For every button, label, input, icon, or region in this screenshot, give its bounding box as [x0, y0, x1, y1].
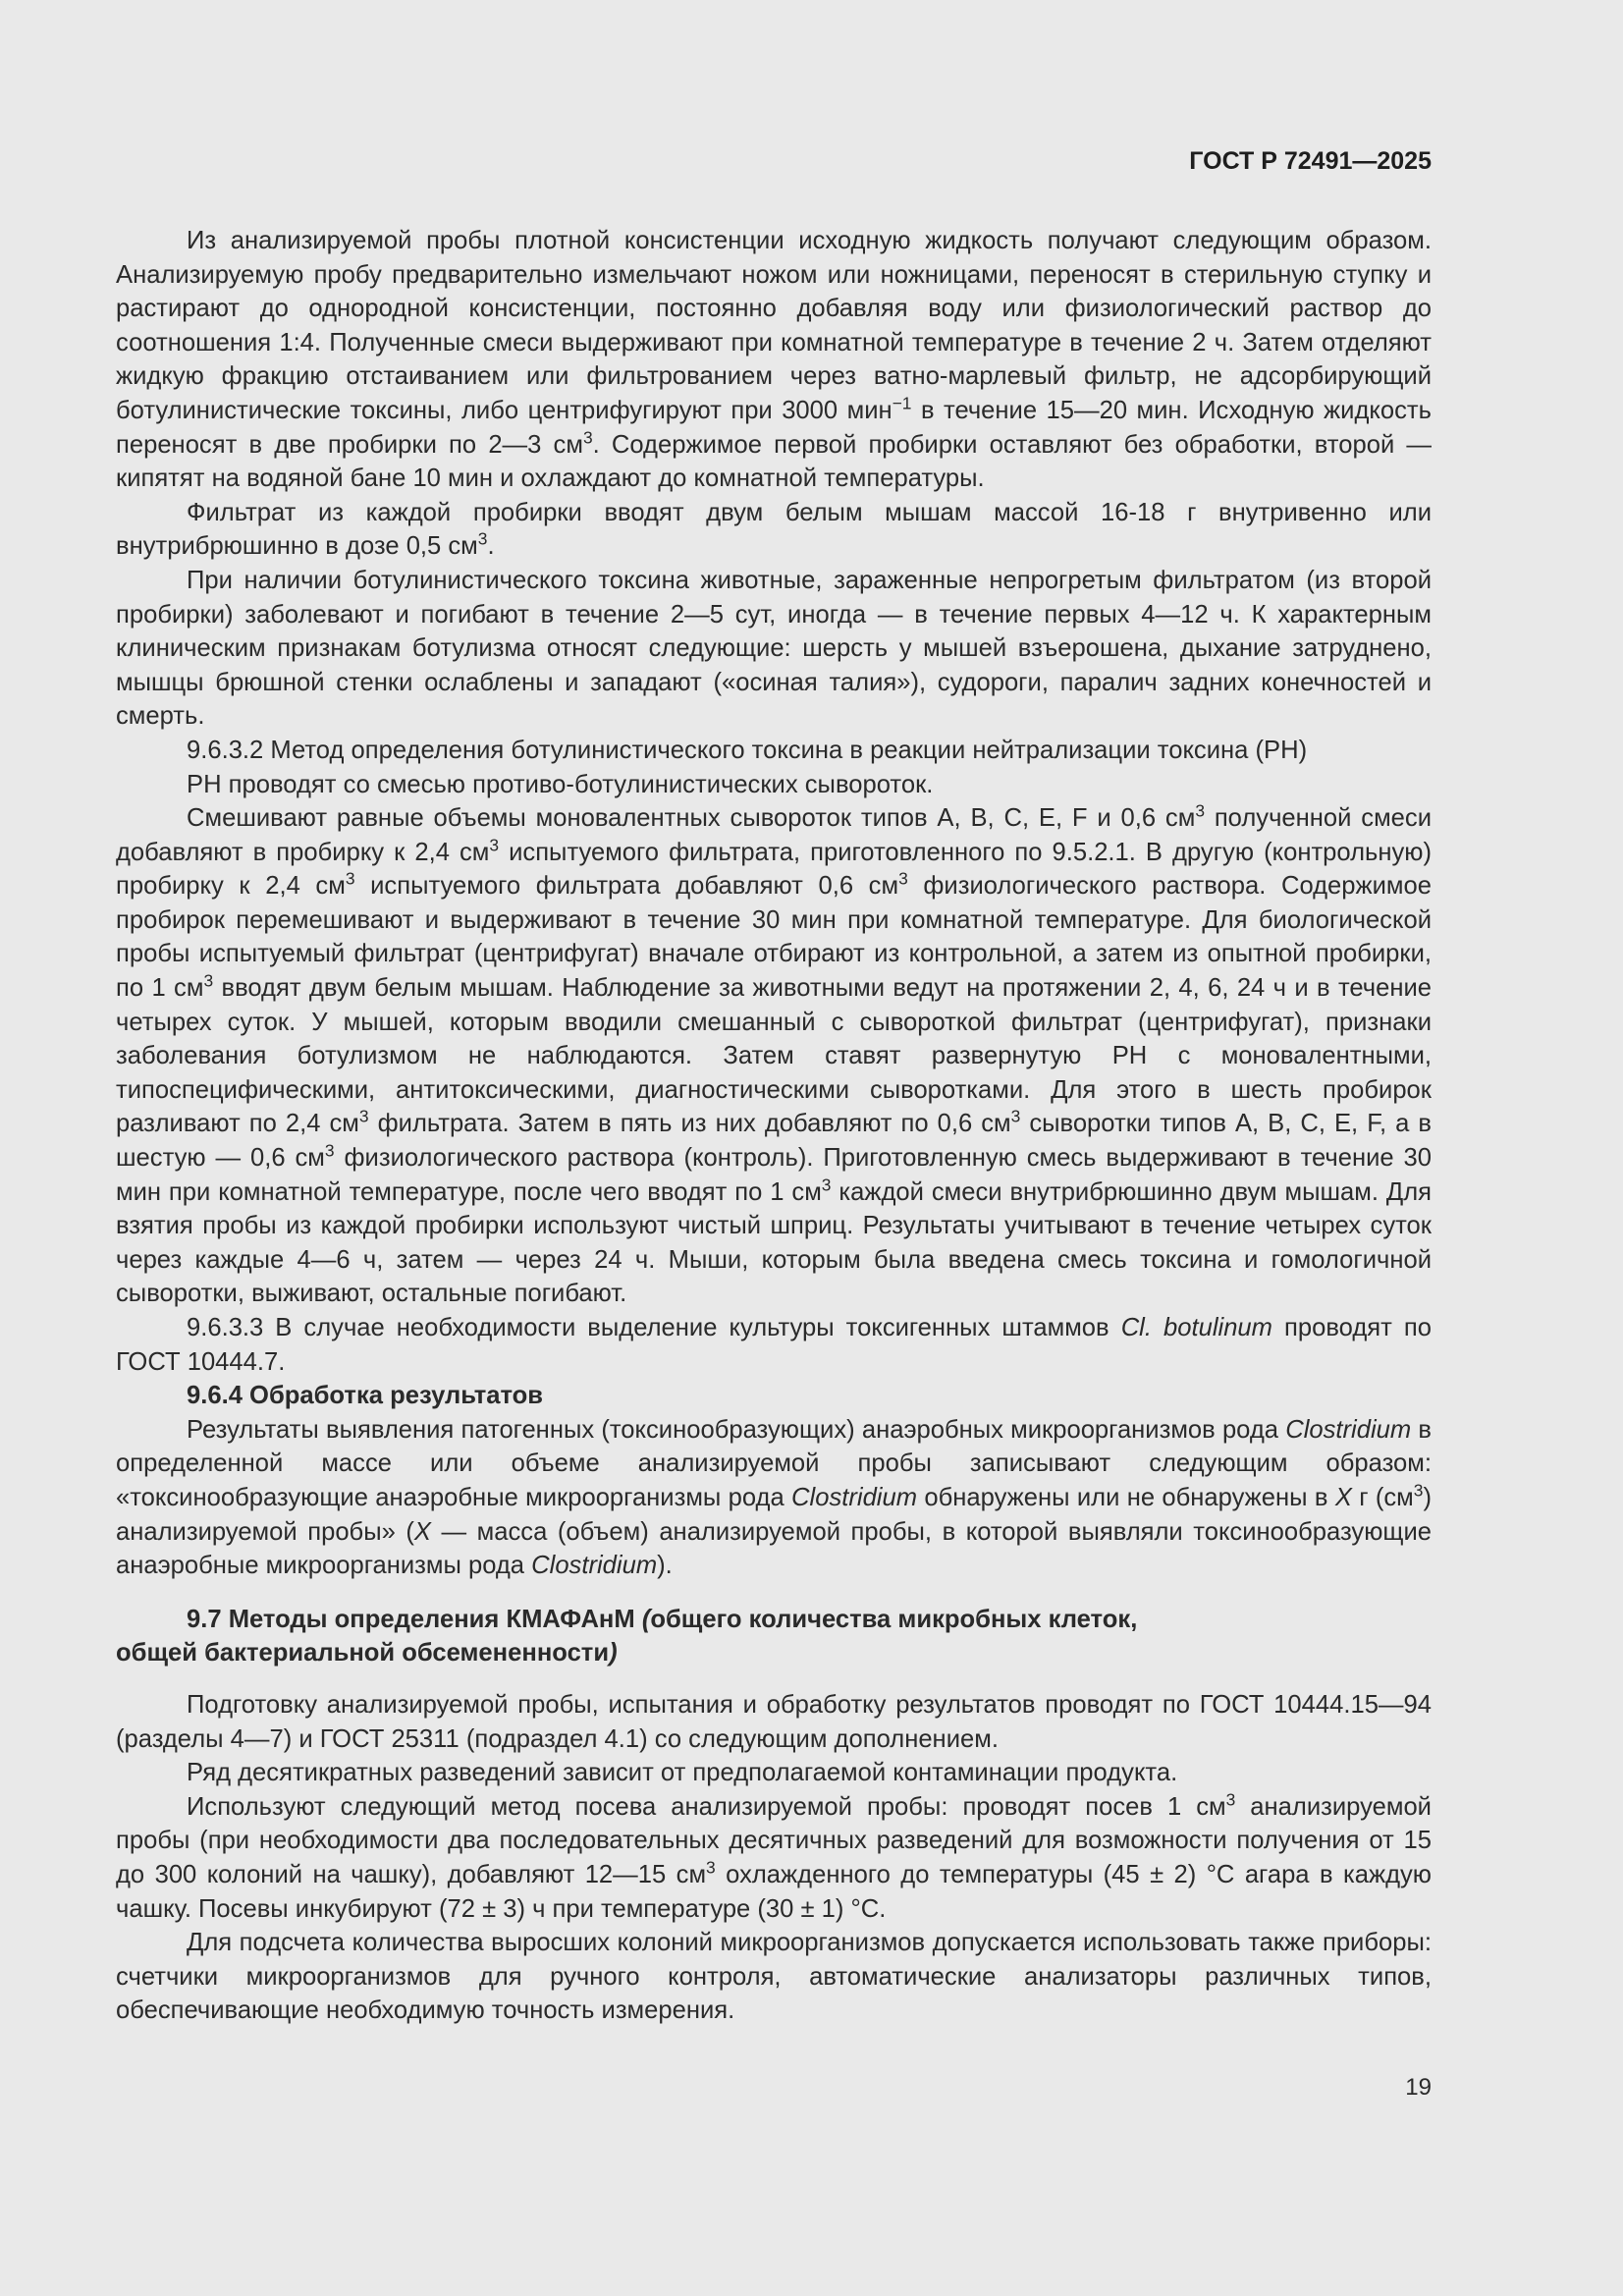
paragraph-kmafanm-intro: Подготовку анализируемой пробы, испытания и обработку результатов проводят по ГОСТ 10444.15—94 (разделы 4—7) и ГОСТ 25311 (подраздел 4.1) со следующим дополнением. — [116, 1690, 1432, 1753]
paragraph-results-recording: Результаты выявления патогенных (токсинообразующих) анаэробных микроорганизмов рода Clostridium в определенной массе или объеме анализируемой пробы записывают следующим образом: «токсинообразующие анаэробные микроорганизмы рода Clostridium обнаружены или не обнаружены в X г $(см^3)$ анализируемой пробы» (X — масса (объем) анализируемой пробы, в которой выявляли токсинообразующие анаэробные микроорганизмы рода Clostridium). — [116, 1415, 1433, 1580]
paragraph-sample-preparation: Из анализируемой пробы плотной консистенции исходную жидкость получают следующим образом. Анализируемую пробу предварительно измельчают ножом или ножницами, переносят в стерильную ступку и растирают до однородной консистенции, постоянно добавляя воду или физиологический раствор до соотношения 1:4. Полученные смеси выдерживают при комнатной температуре в течение 2 ч. Затем отделяют жидкую фракцию отстаиванием или фильтрованием через ватно-марлевый фильтр, не адсорбирующий ботулинистические токсины, либо центрифугируют при 3000 мин$^{-1}$ в течение 15—20 мин. Исходную жидкость переносят в две пробирки по 2—3 $см^3$. Содержимое первой пробирки оставляют без обработки, второй — кипятят на водяной бане 10 мин и охлаждают до комнатной температуры. — [116, 227, 1432, 493]
paragraph-colony-counting: Для подсчета количества выросших колоний микроорганизмов допускается использовать также приборы: счетчики микроорганизмов для ручного контроля, автоматические анализаторы различных типов, обеспечивающие необходимую точность измерения. — [116, 1929, 1432, 2025]
paragraph-rn-intro: РН проводят со смесью противо-ботулинистических сывороток. — [187, 770, 934, 798]
document-body — [116, 224, 1432, 2028]
paragraph-clinical-signs: При наличии ботулинистического токсина животные, зараженные непрогретым фильтратом (из второй пробирки) заболевают и погибают в течение 2—5 сут, иногда — в течение первых 4—12 ч. К характерным клиническим признакам ботулизма относят следующие: шерсть у мышей взъерошена, дыхание затруднено, мышцы брюшной стенки ослаблены и западают («осиная талия»), судороги, паралич задних конечностей и смерть. — [116, 566, 1432, 731]
document-number: ГОСТ Р 72491—2025 — [1189, 147, 1432, 175]
paragraph-seeding-method: Используют следующий метод посева анализируемой пробы: проводят посев 1 $см^3$ анализируемой пробы (при необходимости два последовательных десятичных разведений для возможности получения от 15 до 300 колоний на чашку), добавляют 12—15 $см^3$ охлажденного до температуры (45 ± 2) °С агара в каждую чашку. Посевы инкубируют (72 ± 3) ч при температуре (30 ± 1) °С. — [116, 1789, 1432, 1923]
section-heading-9-7: 9.7 Методы определения КМАФАнМ (общего количества микробных клеток, общей бактериальной обсемененности) — [116, 1605, 1138, 1667]
page-number: 19 — [1405, 2074, 1432, 2101]
paragraph-filtrate-injection: Фильтрат из каждой пробирки вводят двум белым мышам массой 16-18 г внутривенно или внутрибрюшинно в дозе 0,5 $см^3$. — [116, 498, 1432, 561]
section-heading-9-6-3-2: 9.6.3.2 Метод определения ботулинистического токсина в реакции нейтрализации токсина (РН) — [187, 736, 1308, 764]
paragraph-rn-method: Смешивают равные объемы моновалентных сывороток типов А, В, С, Е, F и 0,6 $см^3$ полученной смеси добавляют в пробирку к 2,4 $см^3$ испытуемого фильтрата, приготовленного по 9.5.2.1. В другую (контрольную) пробирку к 2,4 $см^3$ испытуемого фильтрата добавляют 0,6 $см^3$ физиологического раствора. Содержимое пробирок перемешивают и выдерживают в течение 30 мин при комнатной температуре. Для биологической пробы испытуемый фильтрат (центрифугат) вначале отбирают из контрольной, а затем из опытной пробирки, по 1 $см^3$ вводят двум белым мышам. Наблюдение за животными ведут на протяжении 2, 4, 6, 24 ч и в течение четырех суток. У мышей, которым вводили смешанный с сывороткой фильтрат (центрифугат), признаки заболевания ботулизмом не наблюдаются. Затем ставят развернутую РН с моновалентными, типоспецифическими, антитоксическими, диагностическими сыворотками. Для этого в шесть пробирок разливают по 2,4 $см^3$ фильтрата. Затем в пять из них добавляют по 0,6 $см^3$ сыворотки типов А, В, С, Е, F, а в шестую — 0,6 $см^3$ физиологического раствора (контроль). Приготовленную смесь выдерживают в течение 30 мин при комнатной температуре, после чего вводят по 1 $см^3$ каждой смеси внутрибрюшинно двум мышам. Для взятия пробы из каждой пробирки используют чистый шприц. Результаты учитывают в течение четырех суток через каждые 4—6 ч, затем — через 24 ч. Мыши, которым была введена смесь токсина и гомологичной сыворотки, выживают, остальные погибают. — [116, 800, 1433, 1308]
section-heading-9-6-3-3: 9.6.3.3 В случае необходимости выделение культуры токсигенных штаммов Cl. botulinum проводят по ГОСТ 10444.7. — [116, 1314, 1432, 1376]
section-heading-9-6-4: 9.6.4 Обработка результатов — [187, 1382, 544, 1410]
paragraph-dilutions: Ряд десятикратных разведений зависит от предполагаемой контаминации продукта. — [187, 1759, 1178, 1787]
